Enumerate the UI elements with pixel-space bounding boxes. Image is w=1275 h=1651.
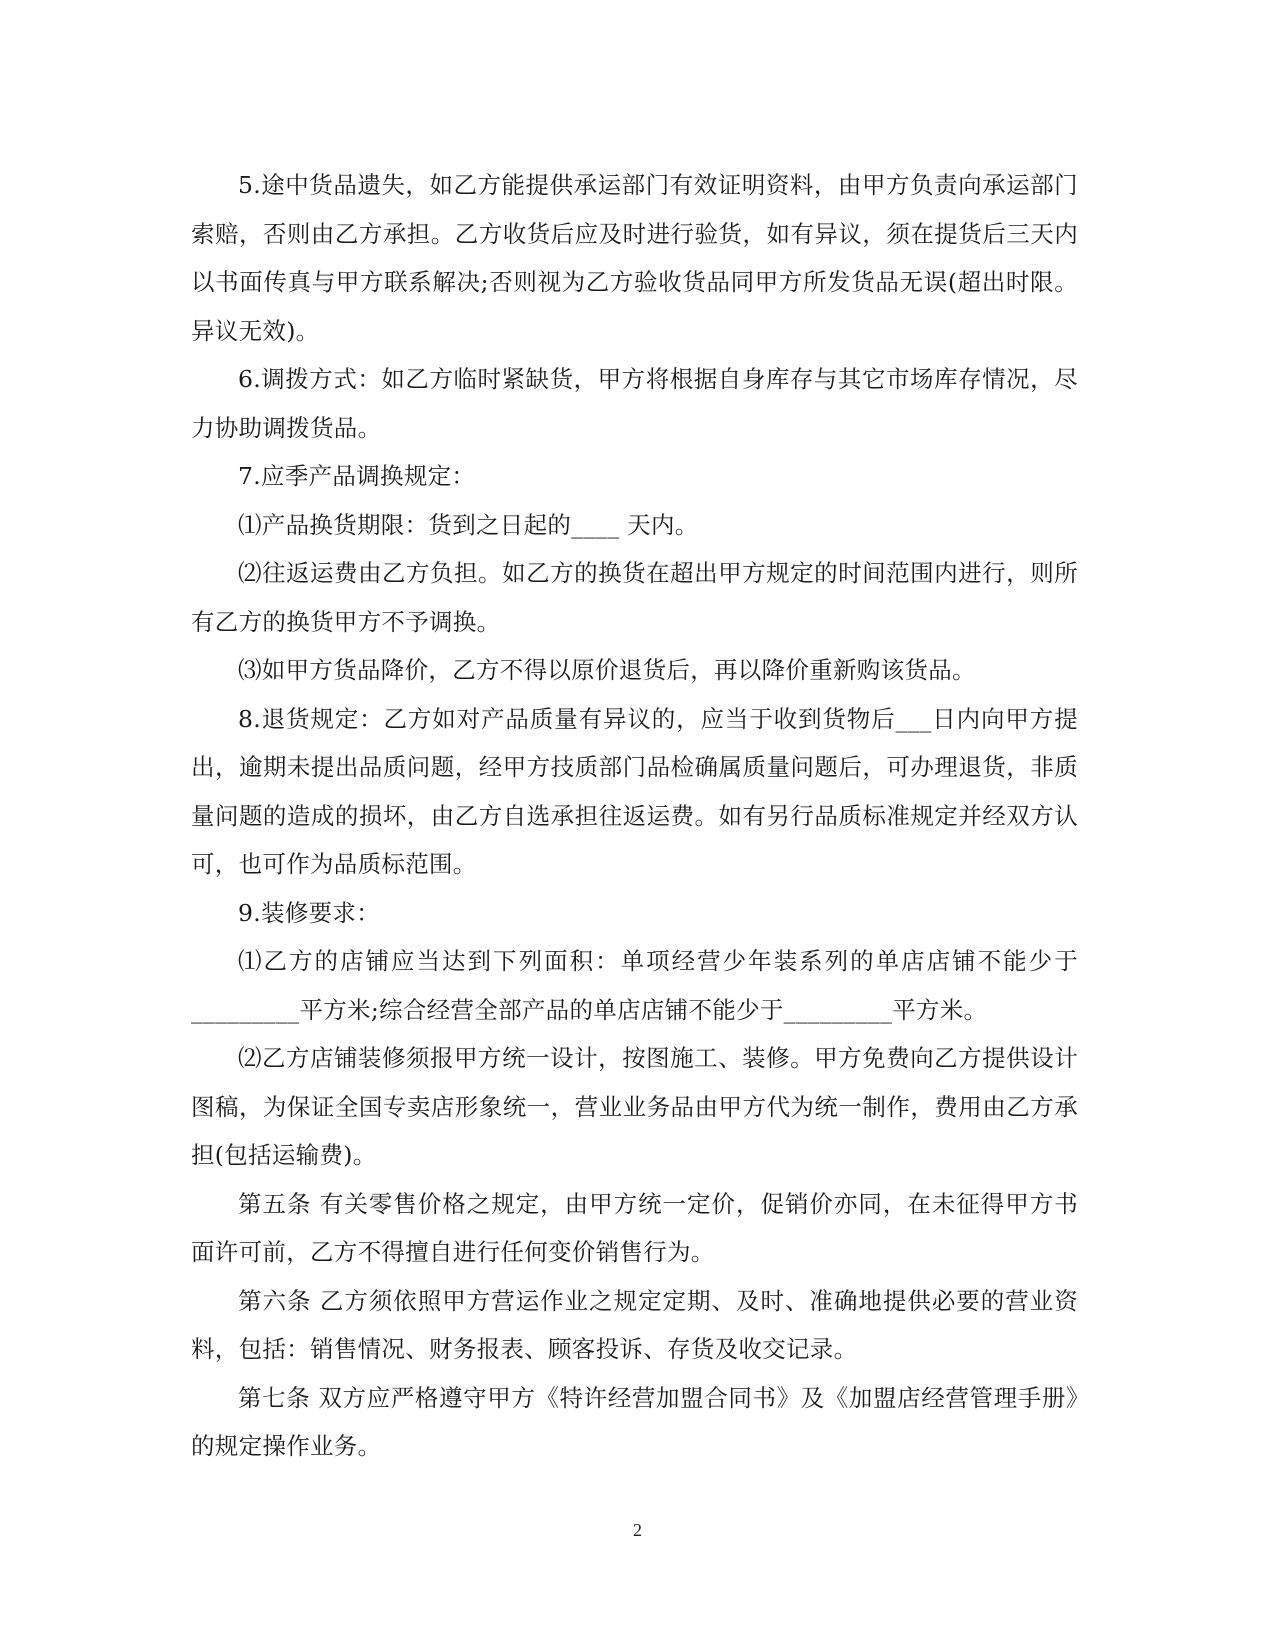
- paragraph-subitem-9-2: ⑵乙方店铺装修须报甲方统一设计，按图施工、装修。甲方免费向乙方提供设计图稿，为保证全国专卖店形象统一，营业业务品由甲方代为统一制作，费用由乙方承担(包括运输费)。: [191, 1044, 1078, 1169]
- page-number: 2: [633, 1520, 642, 1540]
- paragraph-subitem-9-1: ⑴乙方的店铺应当达到下列面积：单项经营少年装系列的单店店铺不能少于_________平方米;综合经营全部产品的单店店铺不能少于_________平方米。: [191, 947, 1078, 1024]
- paragraph-subitem-7-2: ⑵往返运费由乙方负担。如乙方的换货在超出甲方规定的时间范围内进行，则所有乙方的换货甲方不予调换。: [191, 559, 1078, 636]
- paragraph-item-5-goods-loss: 5.途中货品遗失，如乙方能提供承运部门有效证明资料，由甲方负责向承运部门索赔，否则由乙方承担。乙方收货后应及时进行验货，如有异议，须在提货后三天内以书面传真与甲方联系解决;否则视为乙方验收货品同甲方所发货品无误(超出时限。异议无效)。: [191, 171, 1078, 345]
- paragraph-article-6: 第六条 乙方须依照甲方营运作业之规定定期、及时、准确地提供必要的营业资料，包括：销售情况、财务报表、顾客投诉、存货及收交记录。: [191, 1286, 1078, 1363]
- paragraph-item-6-transfer: 6.调拨方式：如乙方临时紧缺货，甲方将根据自身库存与其它市场库存情况，尽力协助调拨货品。: [191, 365, 1078, 442]
- paragraph-subitem-7-3: ⑶如甲方货品降价，乙方不得以原价退货后，再以降价重新购该货品。: [238, 656, 976, 684]
- paragraph-subitem-7-1: ⑴产品换货期限：货到之日起的____ 天内。: [238, 510, 699, 539]
- paragraph-item-8-returns: 8.退货规定：乙方如对产品质量有异议的，应当于收到货物后___日内向甲方提出，逾期未提出品质问题，经甲方技质部门品检确属质量问题后，可办理退货，非质量问题的造成的损坏，由乙方自选承担往返运费。如有另行品质标准规定并经双方认可，也可作为品质标范围。: [191, 704, 1078, 878]
- paragraph-article-7: 第七条 双方应严格遵守甲方《特许经营加盟合同书》及《加盟店经营管理手册》的规定操作业务。: [191, 1383, 1078, 1460]
- paragraph-item-9-decoration: 9.装修要求：: [238, 898, 381, 927]
- paragraph-article-5: 第五条 有关零售价格之规定，由甲方统一定价，促销价亦同，在未征得甲方书面许可前，乙方不得擅自进行任何变价销售行为。: [191, 1189, 1078, 1266]
- paragraph-item-7-seasonal-exchange: 7.应季产品调换规定：: [238, 462, 476, 490]
- document-body: [191, 161, 1078, 1471]
